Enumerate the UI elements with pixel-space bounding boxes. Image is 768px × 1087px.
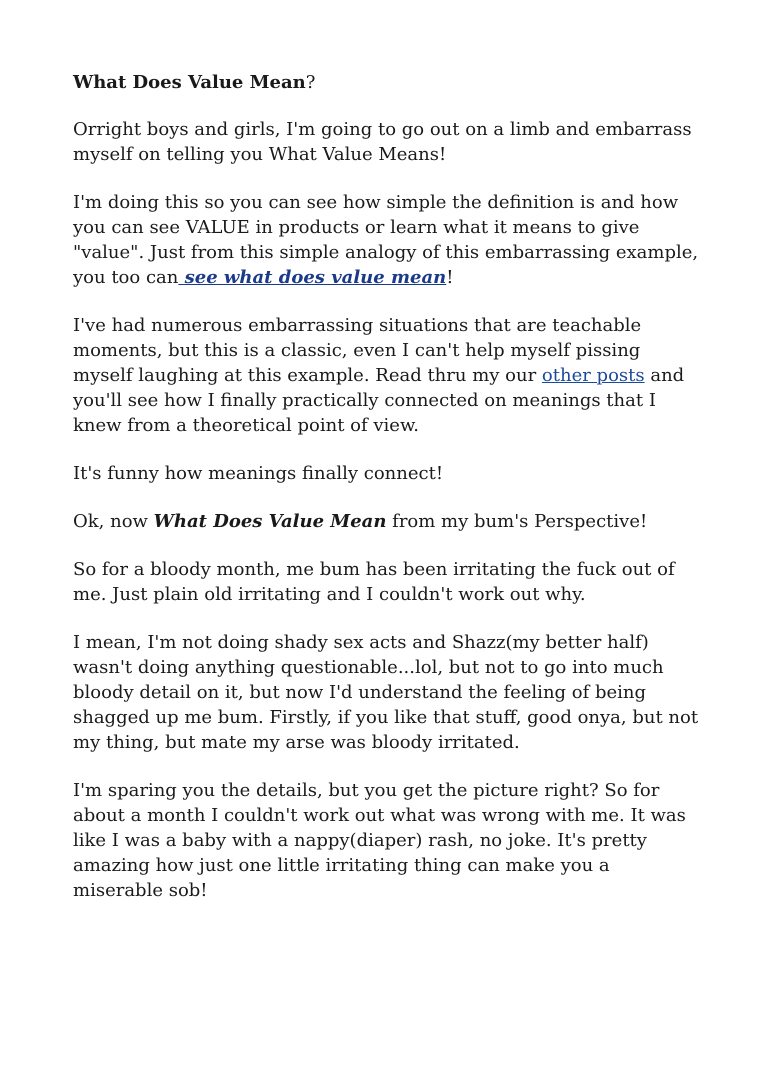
document-body xyxy=(73,70,701,926)
paragraph-purpose-text: I'm doing this so you can see how simple the definition is and how you can see VALUE in products or learn what it means to give "value". Just from this simple analogy of this embarrassing example, you too can xyxy=(73,192,699,288)
perspective-emphasis: What Does Value Mean xyxy=(153,511,387,532)
paragraph-purpose-end: ! xyxy=(446,267,454,288)
paragraph-details-text: I mean, I'm not doing shady sex acts and Shazz(my better half) wasn't doing anything questionable...lol, but not to go into much bloody detail on it, but now I'd understand the feeling of being shagged up me bum. Firstly, if you like that stuff, good onya, but not my thing, but mate my arse was bloody irritated. xyxy=(73,632,699,753)
paragraph-intro xyxy=(73,117,701,167)
paragraph-situations xyxy=(73,313,701,438)
see-what-does-value-mean-link[interactable]: see what does value mean xyxy=(178,267,447,288)
paragraph-details xyxy=(73,630,701,755)
paragraph-intro-text: Orright boys and girls, I'm going to go out on a limb and embarrass myself on telling you What Value Means! xyxy=(73,119,692,165)
paragraph-sparing-text: I'm sparing you the details, but you get the picture right? So for about a month I couldn't work out what was wrong with me. It was like I was a baby with a nappy(diaper) rash, no joke. It's pretty amazing how just one little irritating thing can make you a miserable sob! xyxy=(73,780,686,901)
paragraph-perspective xyxy=(73,509,701,534)
paragraph-purpose xyxy=(73,190,701,290)
paragraph-meanings-text: It's funny how meanings finally connect! xyxy=(73,463,444,484)
paragraph-month xyxy=(73,557,701,607)
paragraph-perspective-end: from my bum's Perspective! xyxy=(386,511,648,532)
other-posts-link[interactable]: other posts xyxy=(541,365,645,386)
paragraph-situations-text: I've had numerous embarrassing situations that are teachable moments, but this is a classic, even I can't help myself pissing myself laughing at this example. Read thru my our xyxy=(73,315,642,386)
page-title xyxy=(73,70,701,95)
title-question-mark: ? xyxy=(305,72,316,93)
paragraph-meanings xyxy=(73,461,701,486)
title-text: What Does Value Mean xyxy=(73,72,306,93)
paragraph-perspective-text: Ok, now xyxy=(73,511,154,532)
paragraph-situations-end: and you'll see how I finally practically connected on meanings that I knew from a theoretical point of view. xyxy=(73,365,685,436)
paragraph-month-text: So for a bloody month, me bum has been irritating the fuck out of me. Just plain old irritating and I couldn't work out why. xyxy=(73,559,675,605)
paragraph-sparing xyxy=(73,778,701,903)
